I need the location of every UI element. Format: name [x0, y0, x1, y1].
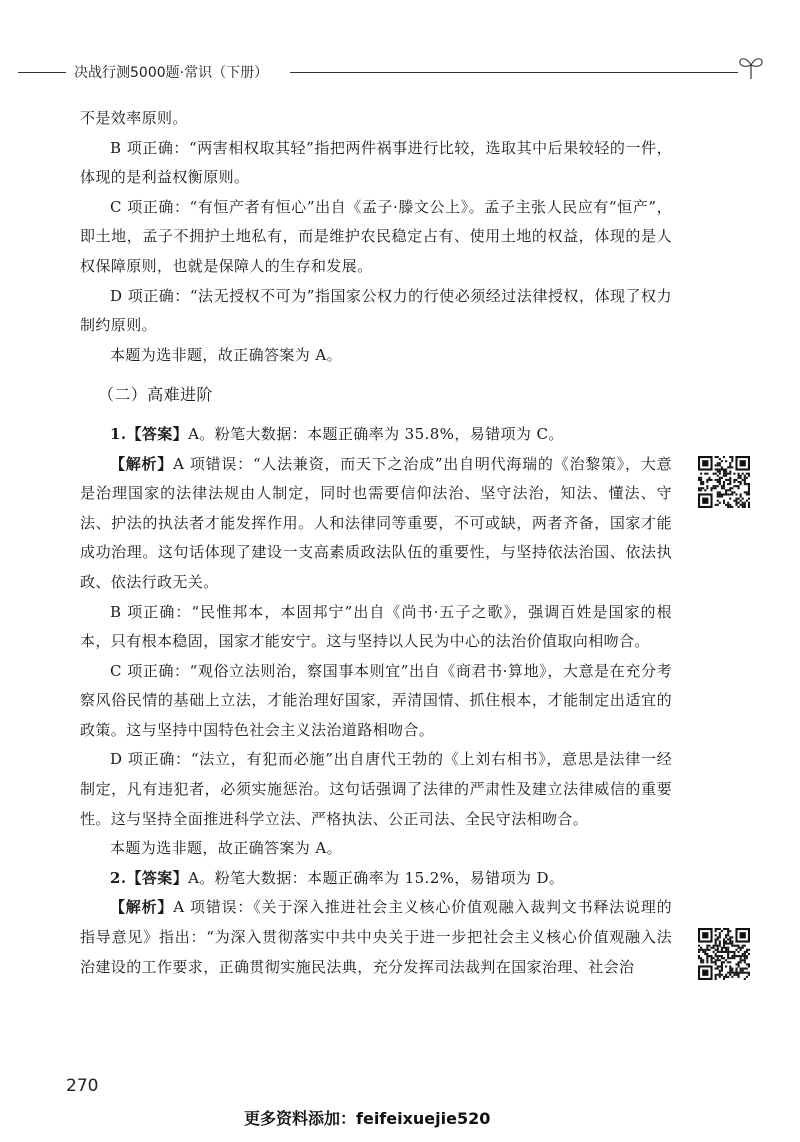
header-rule-left — [18, 72, 66, 73]
running-header — [0, 52, 800, 82]
paragraph: 不是效率原则。 — [80, 109, 188, 127]
footer-note: 更多资料添加：feifeixuejie520 — [244, 1109, 491, 1128]
answer-text: A。粉笔大数据：本题正确率为 15.2%，易错项为 D。 — [188, 868, 565, 887]
section-heading: （二）高难进阶 — [98, 385, 213, 405]
answer-line — [80, 420, 672, 450]
analysis-text: A 项错误：《关于深入推进社会主义核心价值观融入裁判文书释法说理的指导意见》指出：“为深入贯彻落实中共中央关于进一步把社会主义核心价值观融入法治建设的工作要求，正确贯彻实施民法典，充分发挥司法裁判在国家治理、社会治 — [80, 898, 672, 976]
qr-code-question-2[interactable] — [698, 928, 750, 980]
page-number: 270 — [66, 1076, 99, 1096]
header-rule-right — [290, 72, 738, 73]
paragraph: C 项正确：“观俗立法则治，察国事本则宜”出自《商君书·算地》，大意是在充分考察风俗民情的基础上立法，才能治理好国家，弄清国情、抓住根本，才能制定出适宜的政策。这与坚持中国特色社会主义法治道路相吻合。 — [80, 661, 672, 739]
analysis-paragraph — [80, 450, 672, 598]
paragraph: B 项正确：“两害相权取其轻”指把两件祸事进行比较，选取其中后果较轻的一件，体现的是利益权衡原则。 — [80, 138, 672, 187]
answer-text: A。粉笔大数据：本题正确率为 35.8%，易错项为 C。 — [188, 424, 564, 443]
answer-line — [80, 864, 672, 894]
paragraph: 本题为选非题，故正确答案为 A。 — [110, 345, 343, 364]
analysis-text: A 项错误：“人法兼资，而天下之治成”出自明代海瑞的《治黎策》，大意是治理国家的法律法规由人制定，同时也需要信仰法治、坚守法治，知法、懂法、守法、护法的执法者才能发挥作用。人和法律同等重要，不可或缺，两者齐备，国家才能成功治理。这句话体现了建设一支高素质政法队伍的重要性，与坚持依法治国、依法执政、依法行政无关。 — [80, 454, 672, 591]
sprout-icon — [736, 52, 766, 80]
answer-tag: 1.【答案】 — [110, 424, 189, 443]
header-title: 决战行测5000题·常识（下册） — [74, 65, 269, 81]
paragraph: B 项正确：“民惟邦本，本固邦宁”出自《尚书·五子之歌》，强调百姓是国家的根本，只有根本稳固，国家才能安宁。这与坚持以人民为中心的法治价值取向相吻合。 — [80, 602, 672, 651]
analysis-paragraph — [80, 893, 672, 982]
page-body — [80, 104, 672, 982]
qr-code-question-1[interactable] — [698, 456, 750, 508]
analysis-tag: 【解析】 — [110, 898, 174, 917]
analysis-tag: 【解析】 — [110, 454, 174, 473]
paragraph: 本题为选非题，故正确答案为 A。 — [110, 839, 343, 858]
paragraph: D 项正确：“法无授权不可为”指国家公权力的行使必须经过法律授权，体现了权力制约原则。 — [80, 286, 672, 335]
answer-tag: 2.【答案】 — [110, 868, 189, 887]
paragraph: C 项正确：“有恒产者有恒心”出自《孟子·滕文公上》。孟子主张人民应有“恒产”，即土地，孟子不拥护土地私有，而是维护农民稳定占有、使用土地的权益，体现的是人权保障原则，也就是保障人的生存和发展。 — [80, 197, 672, 275]
paragraph: D 项正确：“法立，有犯而必施”出自唐代王勃的《上刘右相书》，意思是法律一经制定，凡有违犯者，必须实施惩治。这句话强调了法律的严肃性及建立法律威信的重要性。这与坚持全面推进科学立法、严格执法、公正司法、全民守法相吻合。 — [80, 750, 672, 828]
